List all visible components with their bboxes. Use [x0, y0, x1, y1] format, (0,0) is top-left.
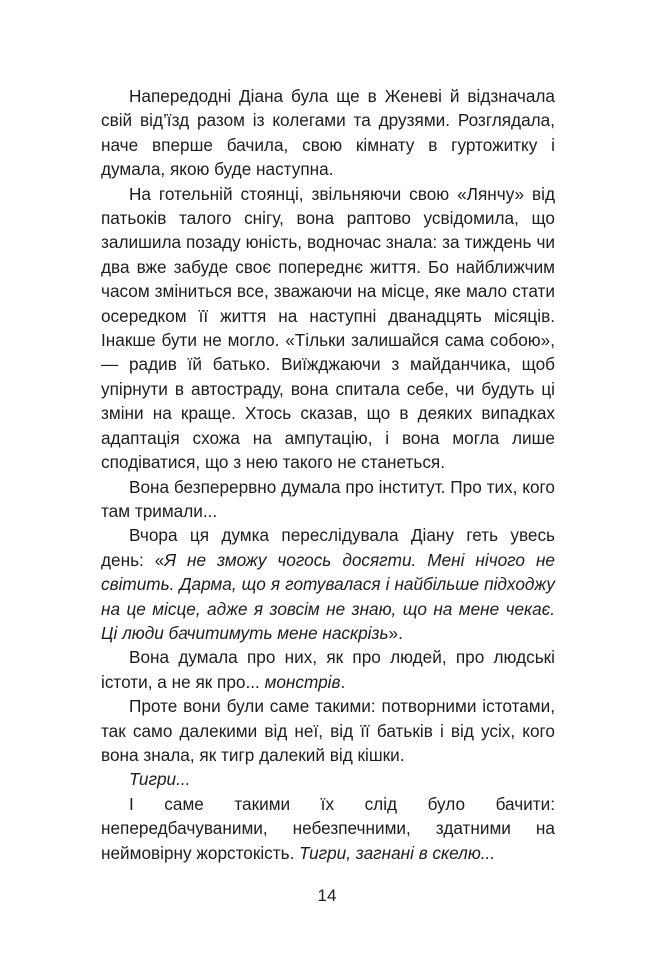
text-run: . [340, 671, 346, 692]
text-run: Напередодні Діана була ще в Женеві й відзначала свій від’їзд разом із колегами та друзями. Розглядала, наче вперше бачила, свою кімнату в гуртожитку і думала, якою буде наступна. [101, 86, 555, 180]
italic-text: Я не зможу чогось досягти. Мені нічого не світить. Дарма, що я готувалася і найбільше підходжу на це місце, адже я зовсім не знаю, що на мене чекає. Ці люди бачитимуть мене наскрізь [101, 549, 555, 643]
paragraph [101, 475, 555, 524]
paragraph [101, 792, 555, 865]
paragraph [101, 767, 555, 791]
text-run: Вчора ця думка переслідувала Діану геть увесь день: « [101, 525, 555, 570]
body-text [101, 84, 555, 865]
paragraph [101, 84, 555, 182]
paragraph [101, 694, 555, 767]
text-run: І саме такими їх слід було бачити: непередбачуваними, небезпечними, здатними на неймовірну жорстокість. [101, 793, 555, 863]
text-run: На готельній стоянці, звільняючи свою «Лянчу» від патьоків талого снігу, вона раптово усвідомила, що залишила позаду юність, водночас знала: за тиждень чи два вже забуде своє попереднє життя. Бо найближчим часом зміниться все, зважаючи на місце, яке мало стати осередком її життя на наступні дванадцять місяців. Інакше бути не могло. «Тільки залишайся сама собою», — радив їй батько. Виїжджаючи з майданчика, щоб упірнути в автостраду, вона спитала себе, чи будуть ці зміни на краще. Хтось сказав, що в деяких випадках адаптація схожа на ампутацію, і вона могла лише сподіватися, що з нею такого не станеться. [101, 183, 555, 473]
paragraph [101, 182, 555, 475]
italic-text: монстрів [264, 671, 341, 692]
paragraph [101, 523, 555, 645]
italic-text: Тигри, загнані в скелю... [299, 842, 496, 863]
text-run: ». [388, 622, 403, 643]
italic-text: Тигри... [129, 769, 191, 790]
text-run: Проте вони були саме такими: потворними істотами, так само далекими від неї, від її батьків і від усіх, кого вона знала, як тигр далекий від кішки. [101, 696, 555, 765]
text-run: Вона думала про них, як про людей, про людські істоти, а не як про... [101, 647, 555, 692]
text-run: Вона безперервно думала про інститут. Про тих, кого там тримали... [101, 476, 555, 521]
page-number: 14 [317, 886, 337, 905]
paragraph [101, 645, 555, 694]
